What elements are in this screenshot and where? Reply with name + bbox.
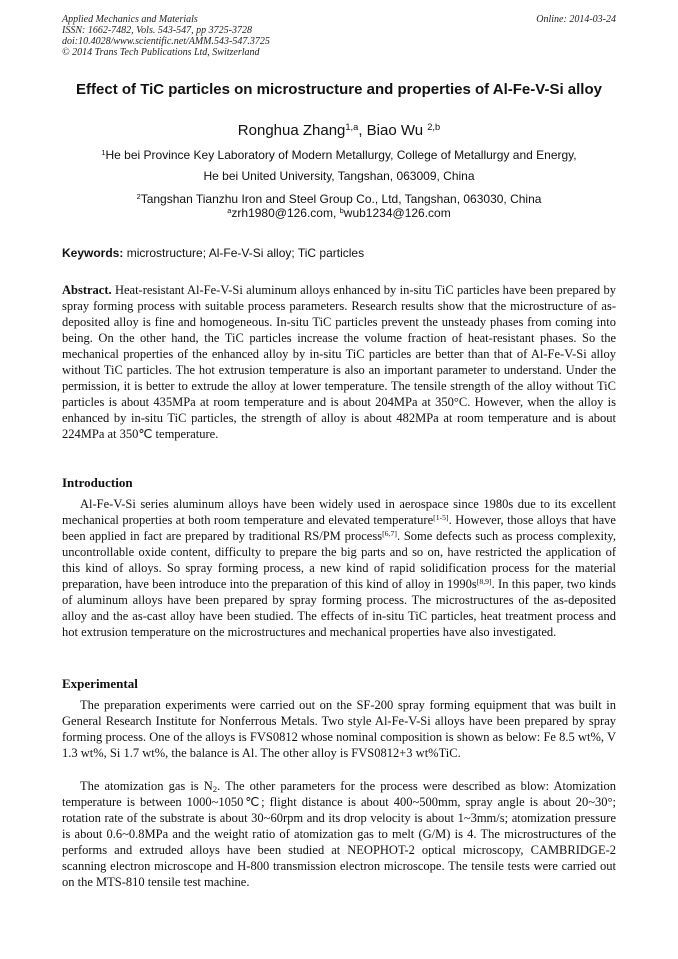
body-text: . The other parameters for the process were described as blow: Atomization temperature is between 1000~1050℃; flight distance is about 400~500mm, spray angle is about 20~30°; rotation rate of the substrate is about 30~60rpm and its drop velocity is about 1~3mm/s; atomization pressure is about 0.6~0.8MPa and the weight ratio of atomization gas to melt (G/M) is 4. The microstructures of the performs and extruded alloys have been studied at NEOPHOT-2 optical microscopy, CAMBRIDGE-2 scanning electron microscope and H-800 transmission electron microscope. The tensile tests were carried out on the MTS-810 tensile test machine.: [62, 779, 616, 889]
email-mark: a: [227, 205, 232, 215]
author-separator: ,: [358, 122, 367, 139]
body-text: . In this paper, two kinds of aluminum alloys have been prepared by spray forming process. The microstructures of the as-deposited alloy and the as-cast alloy have been studied. The effects of in-situ TiC particles, heat treatment process and hot extrusion temperature on the microstructures and mechanical properties have also investigated.: [62, 577, 616, 639]
affiliation-2: [62, 192, 616, 207]
journal-header: [62, 14, 616, 58]
online-date: Online: 2014-03-24: [536, 14, 616, 25]
author-emails: [62, 206, 616, 221]
abstract-text: Heat-resistant Al-Fe-V-Si aluminum alloys enhanced by in-situ TiC particles have been prepared by spray forming process with suitable process parameters. Research results show that the microstructure of as-deposited alloy is fine and homogeneous. In-situ TiC particles prevent the unsteady phases from coming into being. On the other hand, the TiC particles increase the volume fraction of heat-resistant phases. So the mechanical properties of the enhanced alloy by in-situ TiC particles are better than that of Al-Fe-V-Si alloy without TiC particles. The hot extrusion temperature is also an important parameter to understand. Under the permission, it is better to extrude the alloy at lower temperature. The tensile strength of the alloy without TiC particles is about 435MPa at room temperature and is about 204MPa at 350°C. However, when the alloy is enhanced by in-situ TiC particles, the strength of alloy is about 482MPa at room temperature and is about 224MPa at 350℃ temperature.: [62, 283, 616, 441]
issn-line: ISSN: 1662-7482, Vols. 543-547, pp 3725-3728: [62, 25, 252, 36]
email-link[interactable]: wub1234@126.com: [343, 206, 451, 220]
author-affiliation-mark: 2,b: [427, 121, 441, 132]
introduction-paragraph: [62, 496, 616, 640]
citation-ref: [8,9]: [476, 576, 492, 586]
affiliation-mark: 2: [136, 191, 141, 201]
email-mark: b: [339, 205, 344, 215]
keywords-text: microstructure; Al-Fe-V-Si alloy; TiC particles: [123, 246, 365, 260]
section-heading-experimental: Experimental: [62, 676, 138, 691]
experimental-paragraph-1: The preparation experiments were carried out on the SF-200 spray forming equipment that was built in General Research Institute for Nonferrous Metals. Two style Al-Fe-V-Si alloys have been prepared by spray forming process. One of the alloys is FVS0812 whose nominal composition is shown as below: Fe 8.5 wt%, V 1.3 wt%, Si 1.7 wt%, the balance is Al. The other alloy is FVS0812+3 wt%TiC.: [62, 698, 616, 760]
doi-line: doi:10.4028/www.scientific.net/AMM.543-547.3725: [62, 36, 270, 47]
citation-ref: [6,7]: [382, 528, 397, 538]
copyright-line: © 2014 Trans Tech Publications Ltd, Switzerland: [62, 47, 260, 58]
affiliation-mark: 1: [101, 147, 106, 157]
author-name: Ronghua Zhang: [237, 122, 346, 139]
affiliation-text: He bei United University, Tangshan, 063009, China: [203, 169, 475, 183]
affiliation-text: He bei Province Key Laboratory of Modern Metallurgy, College of Metallurgy and Energy,: [105, 148, 577, 162]
author-affiliation-mark: 1,a: [345, 121, 359, 132]
body-text: The atomization gas is N: [80, 779, 213, 793]
keywords-label: Keywords:: [62, 246, 124, 260]
citation-ref: [1-5]: [433, 512, 449, 522]
abstract-label: Abstract.: [62, 283, 112, 297]
body-text: . However, those alloys that have been applied in fact are prepared by traditional RS/PM process: [62, 513, 616, 543]
body-text: . Some defects such as process complexity, uncontrollable oxide content, difficulty to prepare the big parts and so on, have restricted the application of this kind of alloys. So spray forming process, a new kind of rapid solidification process for the material preparation, have been introduce into the preparation of this kind of alloy in 1990s: [62, 529, 617, 591]
affiliation-text: Tangshan Tianzhu Iron and Steel Group Co., Ltd, Tangshan, 063030, China: [140, 192, 542, 206]
section-heading-introduction: Introduction: [62, 475, 133, 490]
author-name: Biao Wu: [366, 122, 424, 139]
email-link[interactable]: zrh1980@126.com,: [231, 206, 340, 220]
affiliation-1: [62, 148, 616, 184]
journal-name: Applied Mechanics and Materials: [62, 14, 198, 25]
body-text: Al-Fe-V-Si series aluminum alloys have been widely used in aerospace since 1980s due to its excellent mechanical properties at both room temperature and elevated temperature: [62, 497, 616, 527]
keywords: [62, 246, 616, 261]
experimental-paragraph-2: [62, 778, 616, 890]
paper-title: Effect of TiC particles on microstructure and properties of Al-Fe-V-Si alloy: [76, 81, 602, 98]
subscript: 2: [212, 784, 218, 795]
abstract: [62, 282, 616, 442]
author-list: [62, 122, 616, 140]
